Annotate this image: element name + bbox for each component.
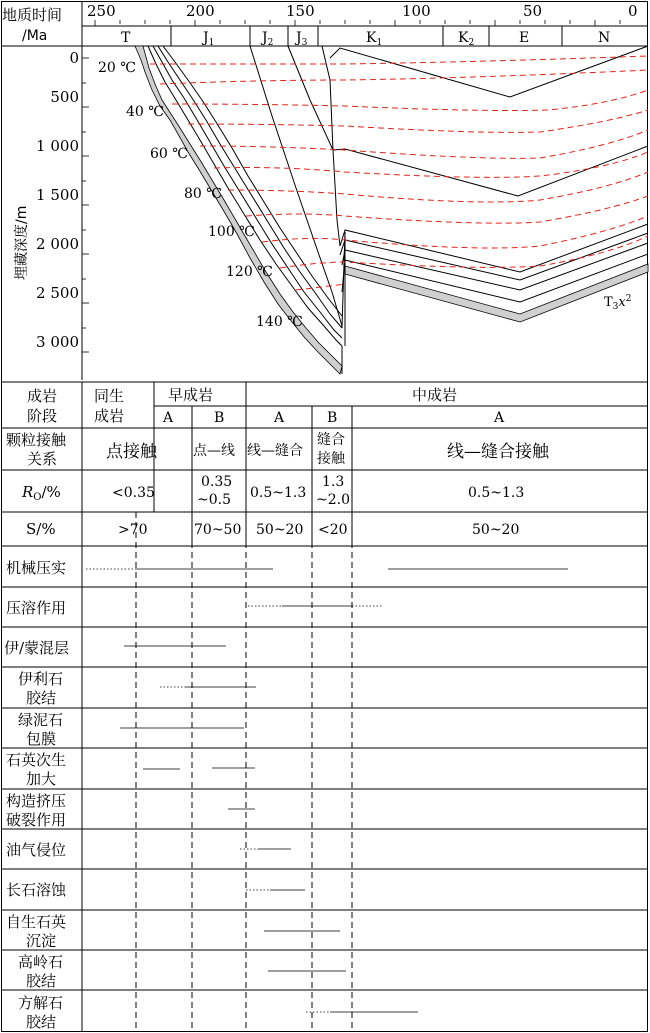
depth-tick-0: 0 xyxy=(69,49,79,67)
process-quartz-overgrowth-1: 石英次生 xyxy=(6,751,67,769)
s-middle-a2: 50~20 xyxy=(472,522,520,538)
process-illite-cement-1: 伊利石 xyxy=(18,670,64,688)
process-pressure-solution: 压溶作用 xyxy=(6,599,67,617)
process-chlorite-coat-2: 包膜 xyxy=(26,730,57,748)
temp-80: 80 ℃ xyxy=(184,186,222,202)
temp-60: 60 ℃ xyxy=(150,146,188,162)
s-middle-a: 50~20 xyxy=(256,522,304,538)
s-syn: >70 xyxy=(118,522,148,538)
temp-20: 20 ℃ xyxy=(98,60,136,76)
period-E: E xyxy=(519,30,530,46)
process-calcite-cement-1: 方解石 xyxy=(18,994,64,1012)
depth-tick-1000: 1 000 xyxy=(36,137,79,155)
isotherms xyxy=(150,56,648,290)
ro-label: $R_O/\%$ xyxy=(22,483,61,503)
process-quartz-overgrowth-2: 加大 xyxy=(26,770,57,788)
formation-band-right xyxy=(345,264,648,322)
period-row xyxy=(82,26,648,48)
period-N: N xyxy=(598,30,611,46)
time-tick-labels xyxy=(87,2,638,20)
contact-suture-1: 缝合 xyxy=(317,432,345,448)
depth-axis xyxy=(13,49,89,352)
process-authigenic-quartz-2: 沉淀 xyxy=(26,932,57,950)
ro-middle-b-2: ~2.0 xyxy=(316,492,350,508)
process-calcite-cement-2: 胶结 xyxy=(26,1013,57,1031)
process-chlorite-coat-1: 绿泥石 xyxy=(18,711,64,729)
depth-tick-2500: 2 500 xyxy=(36,284,79,302)
period-J3: $J_3$ xyxy=(296,30,308,48)
diagenesis-table xyxy=(2,382,648,1031)
contact-line-suture: 线—缝合 xyxy=(247,443,303,459)
s-middle-b: <20 xyxy=(318,522,348,538)
contact-point-line: 点—线 xyxy=(193,443,235,459)
early-stage: 早成岩 xyxy=(168,386,214,404)
ro-early-b-1: 0.35 xyxy=(201,474,233,490)
time-tick-100: 100 xyxy=(402,2,431,20)
stage-label-2: 阶段 xyxy=(27,407,58,425)
depth-axis-label: 埋藏深度/m xyxy=(14,205,30,280)
middle-a1: A xyxy=(274,410,285,426)
depth-tick-3000: 3 000 xyxy=(36,333,79,351)
syn-label-2: 成岩 xyxy=(94,407,125,425)
middle-stage: 中成岩 xyxy=(412,386,458,404)
formation-band-left xyxy=(135,46,342,374)
early-b: B xyxy=(214,410,225,426)
contact-point: 点接触 xyxy=(106,442,157,462)
early-a: A xyxy=(163,410,174,426)
process-kaolinite-cement-1: 高岭石 xyxy=(18,953,64,971)
process-mechanical-compaction: 机械压实 xyxy=(6,559,67,577)
period-K1: $K_1$ xyxy=(366,30,383,48)
process-authigenic-quartz-1: 自生石英 xyxy=(6,913,67,931)
middle-a2: A xyxy=(494,410,505,426)
time-axis-unit: /Ma xyxy=(22,28,48,44)
period-K2: $K_2$ xyxy=(458,30,475,48)
process-kaolinite-cement-2: 胶结 xyxy=(26,972,57,990)
burial-history-curves xyxy=(135,46,648,374)
process-illite-smectite: 伊/蒙混层 xyxy=(4,639,70,657)
time-tick-150: 150 xyxy=(286,2,315,20)
ro-middle-a2: 0.5~1.3 xyxy=(468,485,525,501)
time-axis-title: 地质时间 xyxy=(2,6,63,24)
depth-tick-500: 500 xyxy=(50,88,79,106)
depth-tick-1500: 1 500 xyxy=(36,186,79,204)
time-tick-marks xyxy=(95,20,620,26)
time-tick-50: 50 xyxy=(523,2,543,20)
process-illite-cement-2: 胶结 xyxy=(26,689,57,707)
ro-early-b-2: ~0.5 xyxy=(197,492,231,508)
period-T: T xyxy=(121,30,131,46)
process-bars xyxy=(86,569,568,1012)
syn-label-1: 同生 xyxy=(94,387,125,405)
time-tick-250: 250 xyxy=(87,2,116,20)
process-feldspar-dissolution: 长石溶蚀 xyxy=(6,881,67,899)
s-label: S/% xyxy=(26,520,56,538)
process-tectonic-fracture-2: 破裂作用 xyxy=(6,811,67,829)
middle-b: B xyxy=(327,410,338,426)
contact-label-2: 关系 xyxy=(27,450,58,468)
depth-tick-2000: 2 000 xyxy=(36,235,79,253)
temp-140: 140 ℃ xyxy=(256,314,303,330)
contact-line-suture-mid: 线—缝合接触 xyxy=(447,442,549,462)
time-axis-header xyxy=(2,2,648,48)
contact-suture-2: 接触 xyxy=(317,451,345,467)
ro-middle-b-1: 1.3 xyxy=(322,474,345,490)
temp-100: 100 ℃ xyxy=(208,224,255,240)
temp-120: 120 ℃ xyxy=(226,264,273,280)
process-tectonic-fracture-1: 构造挤压 xyxy=(6,792,67,810)
s-early-b: 70~50 xyxy=(194,522,242,538)
ro-syn: <0.35 xyxy=(112,485,155,501)
contact-label-1: 颗粒接触 xyxy=(6,431,67,449)
process-hydrocarbon-emplacement: 油气侵位 xyxy=(6,841,67,859)
period-J2: $J_2$ xyxy=(262,30,274,48)
formation-label: $T_3x^2$ xyxy=(604,294,632,312)
stage-label-1: 成岩 xyxy=(27,387,58,405)
time-tick-200: 200 xyxy=(186,2,215,20)
temp-40: 40 ℃ xyxy=(126,104,164,120)
period-J1: $J_1$ xyxy=(203,30,215,48)
time-tick-0: 0 xyxy=(628,2,638,20)
ro-middle-a: 0.5~1.3 xyxy=(250,485,307,501)
